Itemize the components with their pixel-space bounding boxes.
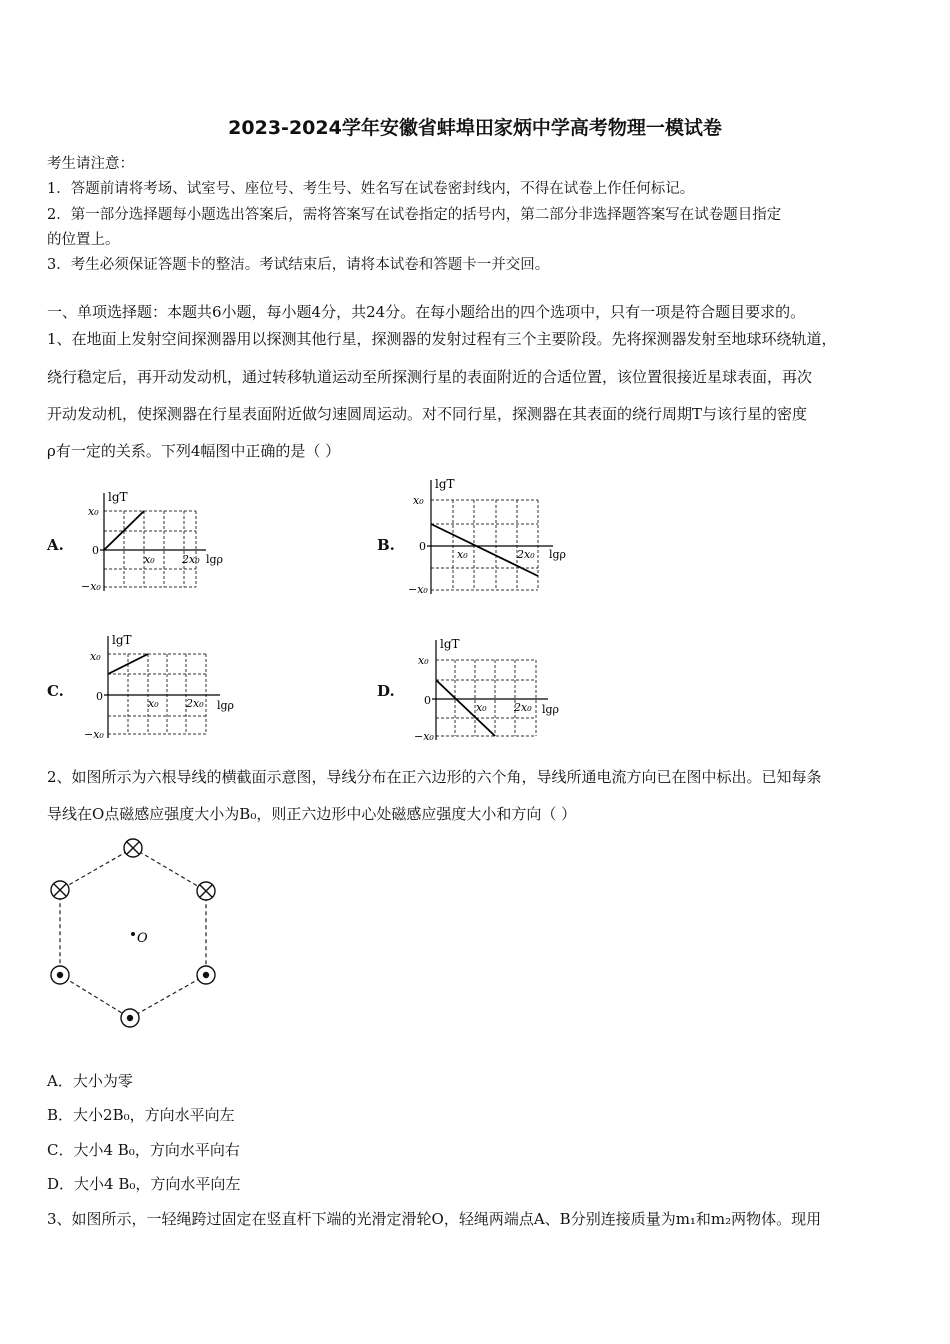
graph-d-xtick-2: 2x₀: [514, 701, 532, 714]
graph-d-ylabel: lgT: [440, 637, 460, 651]
notice-item-3: 3．考生必须保证答题卡的整洁。考试结束后，请将本试卷和答题卡一并交回。: [47, 257, 550, 273]
q2-option-b[interactable]: B．大小2B₀，方向水平向左: [47, 1106, 235, 1124]
graph-d: [414, 632, 574, 747]
graph-a-xtick-1: x₀: [144, 553, 155, 566]
q1-line-3: 开动发动机，使探测器在行星表面附近做匀速圆周运动。对不同行星，探测器在其表面的绕行周期T与该行星的密度: [47, 405, 808, 423]
graph-c-negtick: −x₀: [84, 728, 104, 741]
center-point: [131, 932, 135, 936]
graph-a-origin: 0: [92, 544, 99, 557]
graph-d-negtick: −x₀: [414, 730, 434, 743]
graph-b-ytick: x₀: [413, 494, 424, 507]
section-heading: 一、单项选择题：本题共6小题，每小题4分，共24分。在每小题给出的四个选项中，只有一项是符合题目要求的。: [47, 303, 806, 321]
cross-wire-icon: [197, 882, 215, 900]
graph-a: [78, 485, 238, 600]
cross-wire-icon: [124, 839, 142, 857]
cross-wire-icon: [51, 881, 69, 899]
notice-heading: 考生请注意：: [47, 156, 134, 172]
graph-a-xlabel: lgρ: [206, 553, 224, 566]
graph-c-xtick-2: 2x₀: [186, 697, 204, 710]
graph-c-origin: 0: [96, 690, 103, 703]
graph-c: [84, 628, 244, 743]
graph-c-xlabel: lgρ: [217, 699, 235, 712]
graph-c-xtick-1: x₀: [148, 697, 159, 710]
graph-b-negtick: −x₀: [408, 583, 428, 596]
hexagon-diagram: [40, 834, 240, 1034]
graph-c-ytick: x₀: [90, 650, 101, 663]
graph-b-ylabel: lgT: [435, 477, 455, 491]
graph-b: [403, 472, 583, 600]
notice-item-1: 1．答题前请将考场、试室号、座位号、考生号、姓名写在试卷密封线内，不得在试卷上作任何标记。: [47, 181, 695, 197]
q2-line-2: 导线在O点磁感应强度大小为B₀，则正六边形中心处磁感应强度大小和方向（ ）: [47, 805, 577, 823]
graph-d-ytick: x₀: [418, 654, 429, 667]
dot-wire-icon: [121, 1009, 139, 1027]
q1-line-1: 1、在地面上发射空间探测器用以探测其他行星，探测器的发射过程有三个主要阶段。先将探测器发射至地球环绕轨道，: [47, 330, 837, 348]
graph-b-xtick-1: x₀: [457, 548, 468, 561]
q2-option-d[interactable]: D．大小4 B₀，方向水平向左: [47, 1175, 241, 1193]
dot-wire-icon: [197, 966, 215, 984]
graph-b-label: B.: [377, 536, 395, 554]
graph-d-origin: 0: [424, 694, 431, 707]
dot-wire-icon: [51, 966, 69, 984]
graph-a-negtick: −x₀: [81, 580, 101, 593]
graph-a-xtick-2: 2x₀: [182, 553, 200, 566]
graph-d-xtick-1: x₀: [476, 701, 487, 714]
graph-b-xtick-2: 2x₀: [517, 548, 535, 561]
graph-c-label: C.: [47, 682, 64, 700]
graph-a-ytick: x₀: [88, 505, 99, 518]
q2-option-a[interactable]: A．大小为零: [47, 1072, 133, 1090]
notice-item-2-cont: 的位置上。: [47, 232, 120, 248]
q1-line-4: ρ有一定的关系。下列4幅图中正确的是（ ）: [47, 442, 341, 460]
graph-d-label: D.: [377, 682, 395, 700]
notice-item-2: 2．第一部分选择题每小题选出答案后，需将答案写在试卷指定的括号内，第二部分非选择题答案写在试卷题目指定: [47, 207, 782, 223]
graph-b-origin: 0: [419, 540, 426, 553]
q2-option-c[interactable]: C．大小4 B₀，方向水平向右: [47, 1141, 240, 1159]
q3-line-1: 3、如图所示，一轻绳跨过固定在竖直杆下端的光滑定滑轮O，轻绳两端点A、B分别连接质量为m₁和m₂两物体。现用: [47, 1210, 822, 1228]
q2-line-1: 2、如图所示为六根导线的横截面示意图，导线分布在正六边形的六个角，导线所通电流方向已在图中标出。已知每条: [47, 768, 822, 786]
center-label: O: [137, 931, 148, 946]
graph-c-ylabel: lgT: [112, 633, 132, 647]
graph-a-ylabel: lgT: [108, 490, 128, 504]
graph-a-label: A.: [47, 536, 64, 554]
graph-d-xlabel: lgρ: [542, 703, 560, 716]
q1-line-2: 绕行稳定后，再开动发动机，通过转移轨道运动至所探测行星的表面附近的合适位置，该位置很接近星球表面，再次: [47, 368, 813, 386]
page-title: 2023-2024学年安徽省蚌埠田家炳中学高考物理一模试卷: [228, 117, 722, 139]
graph-b-xlabel: lgρ: [549, 548, 567, 561]
